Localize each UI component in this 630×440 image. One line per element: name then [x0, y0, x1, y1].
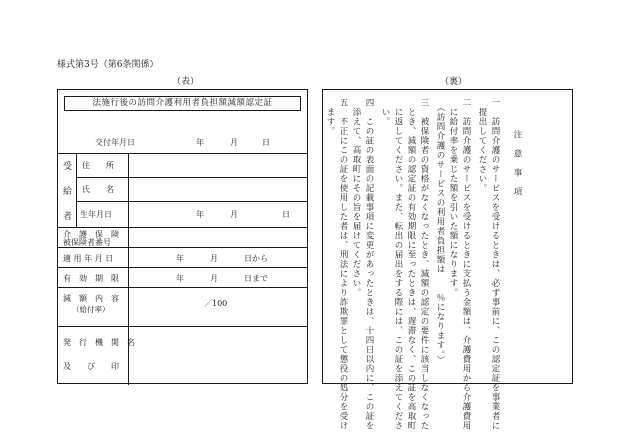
issue-month-unit: 月 [230, 138, 238, 147]
reduction-value: ／100 [204, 299, 228, 308]
row-divider [58, 227, 307, 228]
issue-day-unit: 日 [262, 138, 270, 147]
apply-month-unit: 月 [210, 254, 218, 263]
reduction-label: 減 額 内 容 [63, 294, 119, 303]
insured-number-label: 被保険者番号 [63, 238, 111, 247]
note-line: 三 被保険者の資格がなくなったとき、減額の認定の要件に該当しなくなった [419, 98, 429, 431]
benefit-rate-label: （給付率） [72, 305, 110, 314]
issuer-name-label: 発 行 機 関 名 [63, 338, 135, 347]
column-divider [128, 227, 129, 385]
name-label: 氏 名 [82, 185, 114, 194]
note-line: とき、減額の認定証の有効期限に至ったときは、遅滞なく、この証を高取町 [406, 98, 416, 431]
birth-month-unit: 月 [230, 210, 238, 219]
valid-month-unit: 月 [210, 274, 218, 283]
issuer-seal-label: 及 び 印 [63, 362, 119, 371]
insured-number-label: 介 護 保 険 [63, 230, 119, 239]
note-line: 一 訪問介護のサービスを受けるときは、必ず事前に、この認定証を事業者に [490, 98, 500, 431]
valid-until-label: 有 効 期 限 [63, 274, 119, 283]
back-side-label: （裏） [440, 77, 468, 87]
note-line: 提出してください。 [477, 98, 487, 193]
column-divider [128, 153, 129, 227]
recipient-char: 受 [63, 162, 73, 172]
row-divider [58, 153, 307, 154]
row-divider [58, 287, 307, 288]
valid-until-suffix: 日まで [244, 274, 268, 283]
birth-day-unit: 日 [282, 210, 290, 219]
valid-year-unit: 年 [176, 274, 184, 283]
recipient-char: 給 [63, 187, 73, 197]
issue-date-label: 交付年月日 [95, 138, 135, 147]
apply-year-unit: 年 [176, 254, 184, 263]
note-line: （訪問介護のサービスの利用者負担額は ％になります。） [435, 98, 445, 365]
note-line: ます。 [325, 98, 335, 136]
note-line: に返してください。また、転出の届出をする際には、この証を添えてくださ [393, 98, 403, 431]
note-line: に給付率を乗じた額を引いた額になります。 [448, 98, 458, 298]
certificate-front [57, 89, 308, 384]
front-side-label: （表） [172, 77, 200, 87]
apply-date-label: 適 用 年 月 日 [63, 254, 114, 263]
note-line: 二 訪問介護のサービスを受けるときに支払う金額は、介護費用から介護費用 [461, 98, 471, 431]
notes-heading: 注 意 事 項 [512, 130, 522, 197]
certificate-back [322, 89, 573, 431]
note-line: い。 [380, 98, 390, 127]
apply-date-suffix: 日から [244, 254, 268, 263]
note-line: 添えて、高取町にその旨を届けてください。 [351, 98, 361, 298]
birth-year-unit: 年 [196, 210, 204, 219]
row-divider [76, 201, 307, 202]
row-divider [76, 177, 307, 178]
address-label: 住 所 [82, 161, 114, 170]
note-line: 五 不正にこの証を使用した者は、刑法により詐欺罪として懲役の処分を受け [338, 98, 348, 431]
note-line: 四 この証の表面の記載事項に変更があったときは、十四日以内に、この証を [364, 98, 374, 431]
row-divider [58, 267, 307, 268]
issue-year-unit: 年 [196, 138, 204, 147]
column-divider [76, 153, 77, 227]
certificate-title: 法施行後の訪問介護利用者負担額減額認定証 [64, 96, 301, 111]
row-divider [58, 326, 307, 327]
form-number-label: 様式第3号（第6条関係） [57, 60, 159, 70]
recipient-char: 者 [63, 212, 73, 222]
birth-date-label: 生年月日 [80, 210, 112, 219]
